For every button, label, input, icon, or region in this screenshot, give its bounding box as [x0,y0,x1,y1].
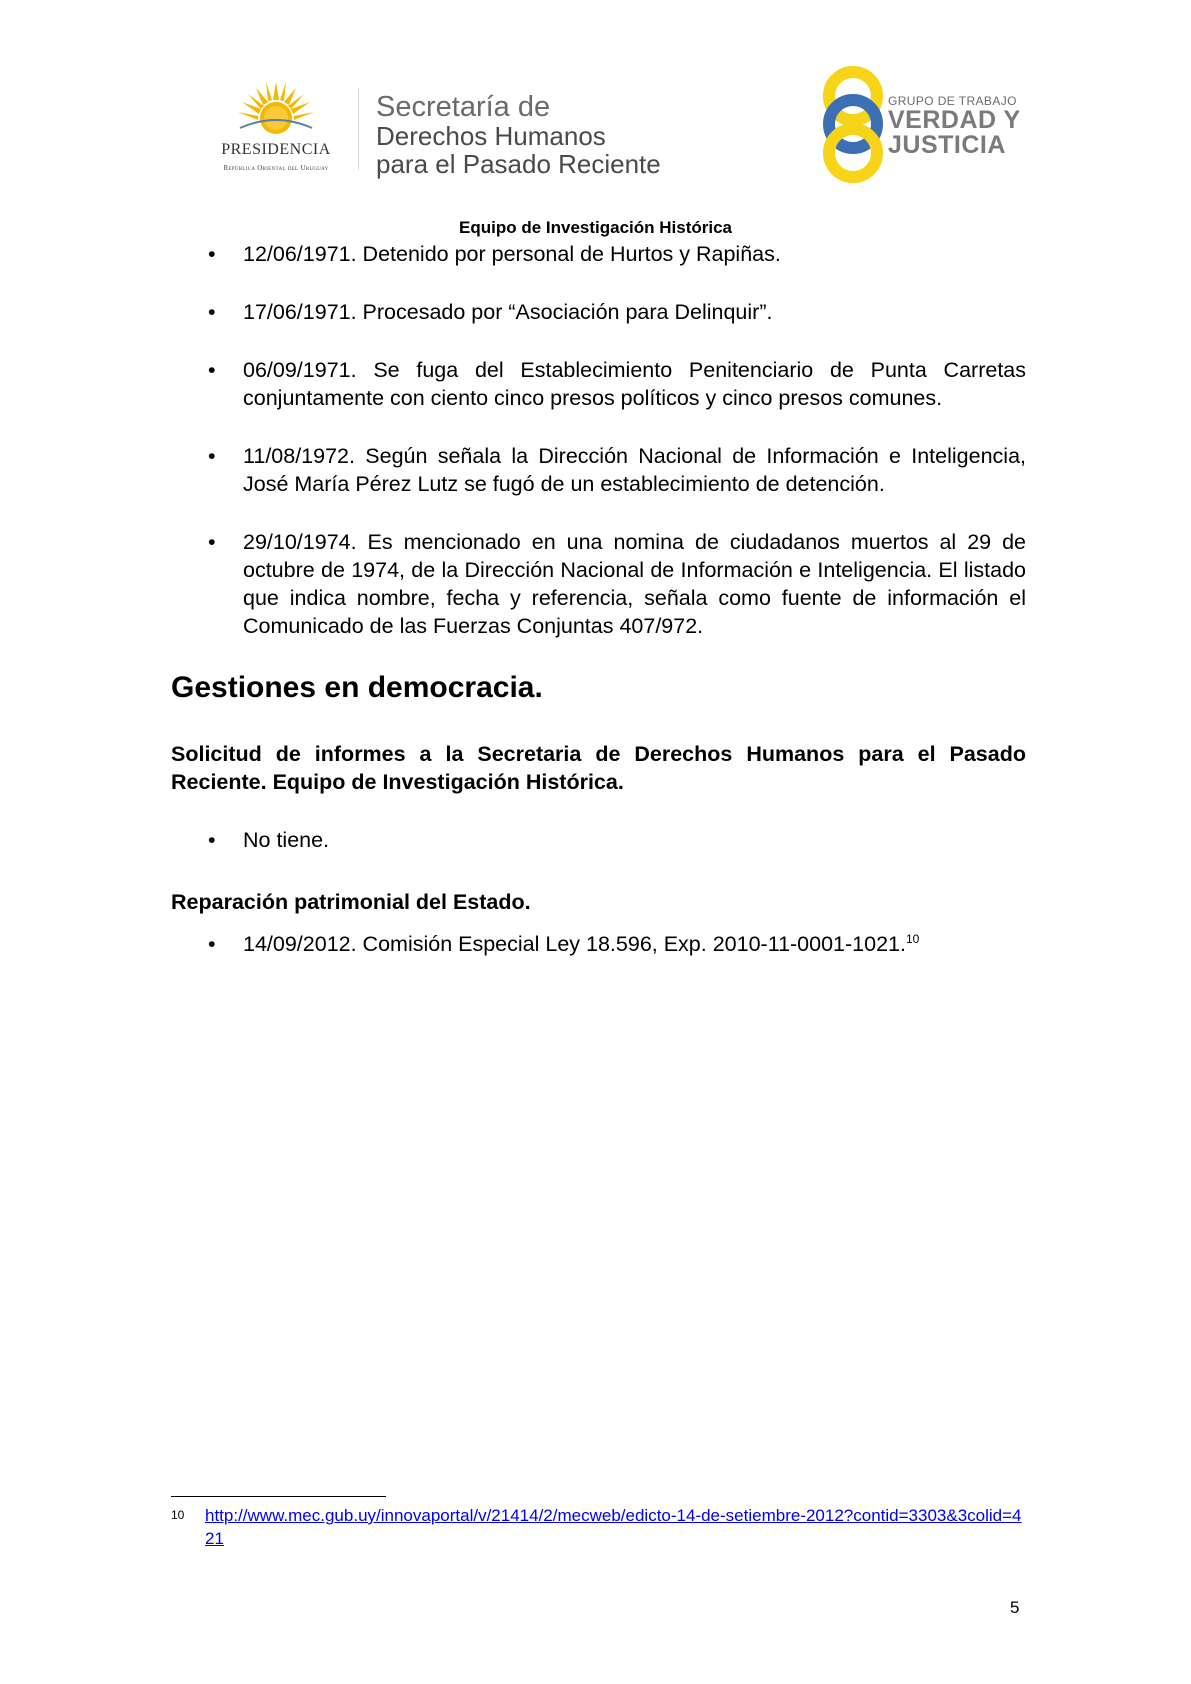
gvj-line2: JUSTICIA [888,131,1006,159]
list-item: • 06/09/1971. Se fuga del Establecimiento Penitenciario de Punta Carretas conjuntamente con ciento cinco presos políticos y cinco presos comunes. [171,356,1026,412]
footnote-link[interactable]: http://www.mec.gub.uy/innovaportal/v/21414/2/mecweb/edicto-14-de-setiembre-2012?contid=3303&3colid=421 [205,1506,1022,1548]
secretaria-line3: para el Pasado Reciente [376,149,661,179]
team-title: Equipo de Investigación Histórica [459,218,732,237]
section-heading: Gestiones en democracia. [171,671,543,704]
footnote-ref[interactable]: 10 [905,931,920,946]
list-item: • 29/10/1974. Es mencionado en una nomina de ciudadanos muertos al 29 de octubre de 1974, de la Dirección Nacional de Información e Inteligencia. El listado que indica nombre, fecha y referencia, señala como fuente de información el Comunicado de las Fuerzas Conjuntas 407/972. [171,528,1026,640]
footnote [171,1504,1026,1550]
gvj-rings-icon [808,62,898,187]
page-header [0,0,1191,237]
gvj-logo-text [888,94,1021,158]
informes-list [171,826,1026,854]
sun-icon [236,78,316,134]
subsection-heading-reparacion: Reparación patrimonial del Estado. [171,890,531,914]
presidencia-logo [196,78,356,178]
reparacion-list [171,930,1026,958]
timeline-list [171,240,1026,640]
logo-divider [358,88,359,170]
list-item [171,930,1026,958]
list-item: • 17/06/1971. Procesado por “Asociación para Delinquir”. [171,298,1026,326]
footnote-number: 10 [171,1508,185,1522]
footnote-rule [171,1496,386,1497]
presidencia-name: PRESIDENCIA [221,141,331,158]
list-item: • No tiene. [171,826,1026,854]
subsection-heading-informes: Solicitud de informes a la Secretaria de Derechos Humanos para el Pasado Reciente. Equipo de Investigación Histórica. [171,742,1026,794]
gvj-line1: VERDAD Y [888,106,1021,134]
reparacion-text: 14/09/2012. Comisión Especial Ley 18.596, Exp. 2010-11-0001-1021. [243,932,906,956]
secretaria-line1: Secretaría de [376,91,551,123]
presidencia-subtitle: República Oriental del Uruguay [223,164,329,172]
secretaria-line2: Derechos Humanos [376,121,606,151]
list-item: • 12/06/1971. Detenido por personal de Hurtos y Rapiñas. [171,240,1026,268]
gvj-small-text: GRUPO DE TRABAJO [888,94,1017,108]
page-number: 5 [1010,1598,1020,1617]
document-body [171,240,1026,958]
list-item: • 11/08/1972. Según señala la Dirección Nacional de Información e Inteligencia, José María Pérez Lutz se fugó de un establecimiento de detención. [171,442,1026,498]
secretaria-logo-text [376,92,661,178]
